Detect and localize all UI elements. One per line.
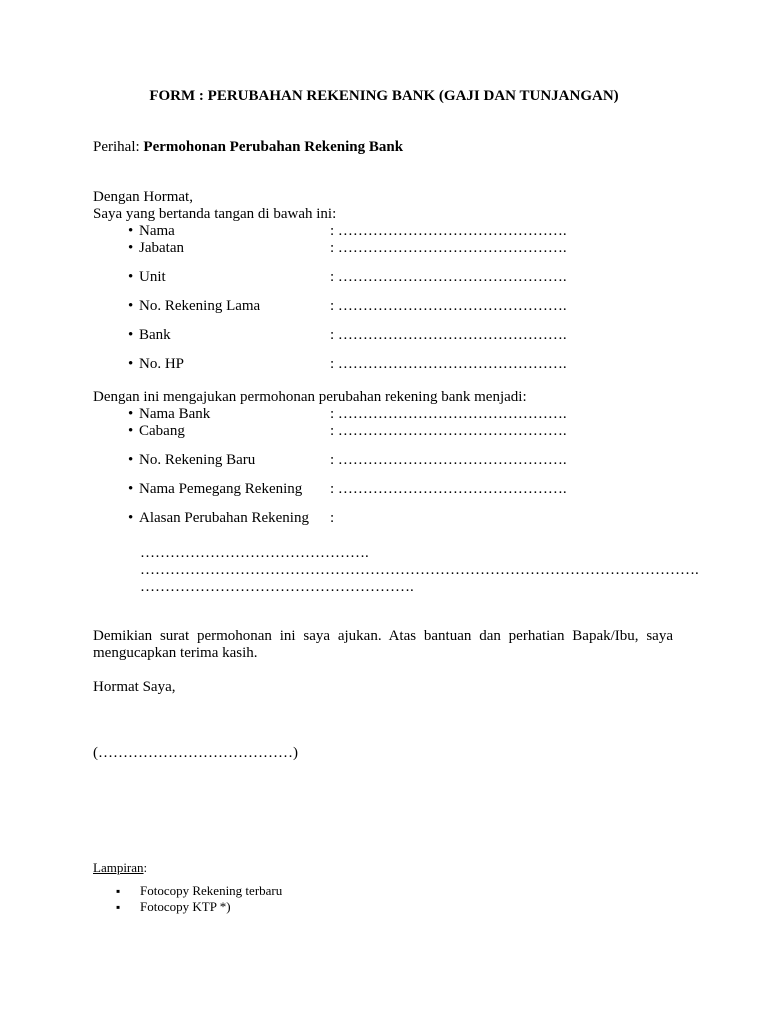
- field-label-no-rekening-lama: • No. Rekening Lama: [128, 298, 260, 315]
- signature-line[interactable]: (…………………………………): [93, 745, 298, 761]
- perihal-value: Permohonan Perubahan Rekening Bank: [143, 139, 404, 155]
- field-blank-nama-pemegang-rekening[interactable]: : ……………………………………….: [330, 481, 567, 497]
- field-label-no-rekening-baru: • No. Rekening Baru: [128, 452, 255, 469]
- attachments-colon: :: [143, 860, 148, 875]
- closing-paragraph: Demikian surat permohonan ini saya ajukan. Atas bantuan dan perhatian Bapak/Ibu, saya mengucapkan terima kasih.: [93, 628, 673, 661]
- field-colon-alasan: :: [330, 510, 335, 526]
- form-title: FORM : PERUBAHAN REKENING BANK (GAJI DAN TUNJANGAN): [149, 88, 619, 104]
- attachments-heading: [93, 860, 147, 876]
- reason-line-2[interactable]: ………………………………………………………………………………………………….: [140, 562, 699, 578]
- perihal-line: [93, 139, 403, 156]
- field-label-nama: • Nama: [128, 223, 175, 240]
- field-label-no-hp: • No. HP: [128, 356, 184, 373]
- intro-text: Saya yang bertanda tangan di bawah ini:: [93, 206, 337, 222]
- field-blank-unit[interactable]: : ……………………………………….: [330, 269, 567, 285]
- field-label-alasan: • Alasan Perubahan Rekening: [128, 510, 309, 527]
- reason-line-1[interactable]: ……………………………………….: [140, 545, 369, 561]
- regards: Hormat Saya,: [93, 679, 176, 695]
- field-blank-no-rekening-lama[interactable]: : ……………………………………….: [330, 298, 567, 314]
- attachment-item: ▪ Fotocopy KTP *): [116, 898, 231, 916]
- reason-line-3[interactable]: ……………………………………………….: [140, 579, 414, 595]
- attachment-item: ▪ Fotocopy Rekening terbaru: [116, 882, 282, 900]
- field-label-bank: • Bank: [128, 327, 171, 344]
- field-label-unit: • Unit: [128, 269, 166, 286]
- field-blank-no-hp[interactable]: : ……………………………………….: [330, 356, 567, 372]
- greeting: Dengan Hormat,: [93, 189, 193, 205]
- field-label-nama-pemegang-rekening: • Nama Pemegang Rekening: [128, 481, 302, 498]
- field-label-cabang: • Cabang: [128, 423, 185, 440]
- request-intro: Dengan ini mengajukan permohonan perubahan rekening bank menjadi:: [93, 389, 527, 405]
- field-blank-no-rekening-baru[interactable]: : ……………………………………….: [330, 452, 567, 468]
- field-blank-nama[interactable]: : ……………………………………….: [330, 223, 567, 239]
- field-blank-bank[interactable]: : ……………………………………….: [330, 327, 567, 343]
- perihal-label: Perihal:: [93, 139, 140, 155]
- field-label-nama-bank: • Nama Bank: [128, 406, 210, 423]
- field-blank-jabatan[interactable]: : ……………………………………….: [330, 240, 567, 256]
- field-blank-nama-bank[interactable]: : ……………………………………….: [330, 406, 567, 422]
- attachments-label: Lampiran: [93, 860, 144, 875]
- field-label-jabatan: • Jabatan: [128, 240, 184, 257]
- field-blank-cabang[interactable]: : ……………………………………….: [330, 423, 567, 439]
